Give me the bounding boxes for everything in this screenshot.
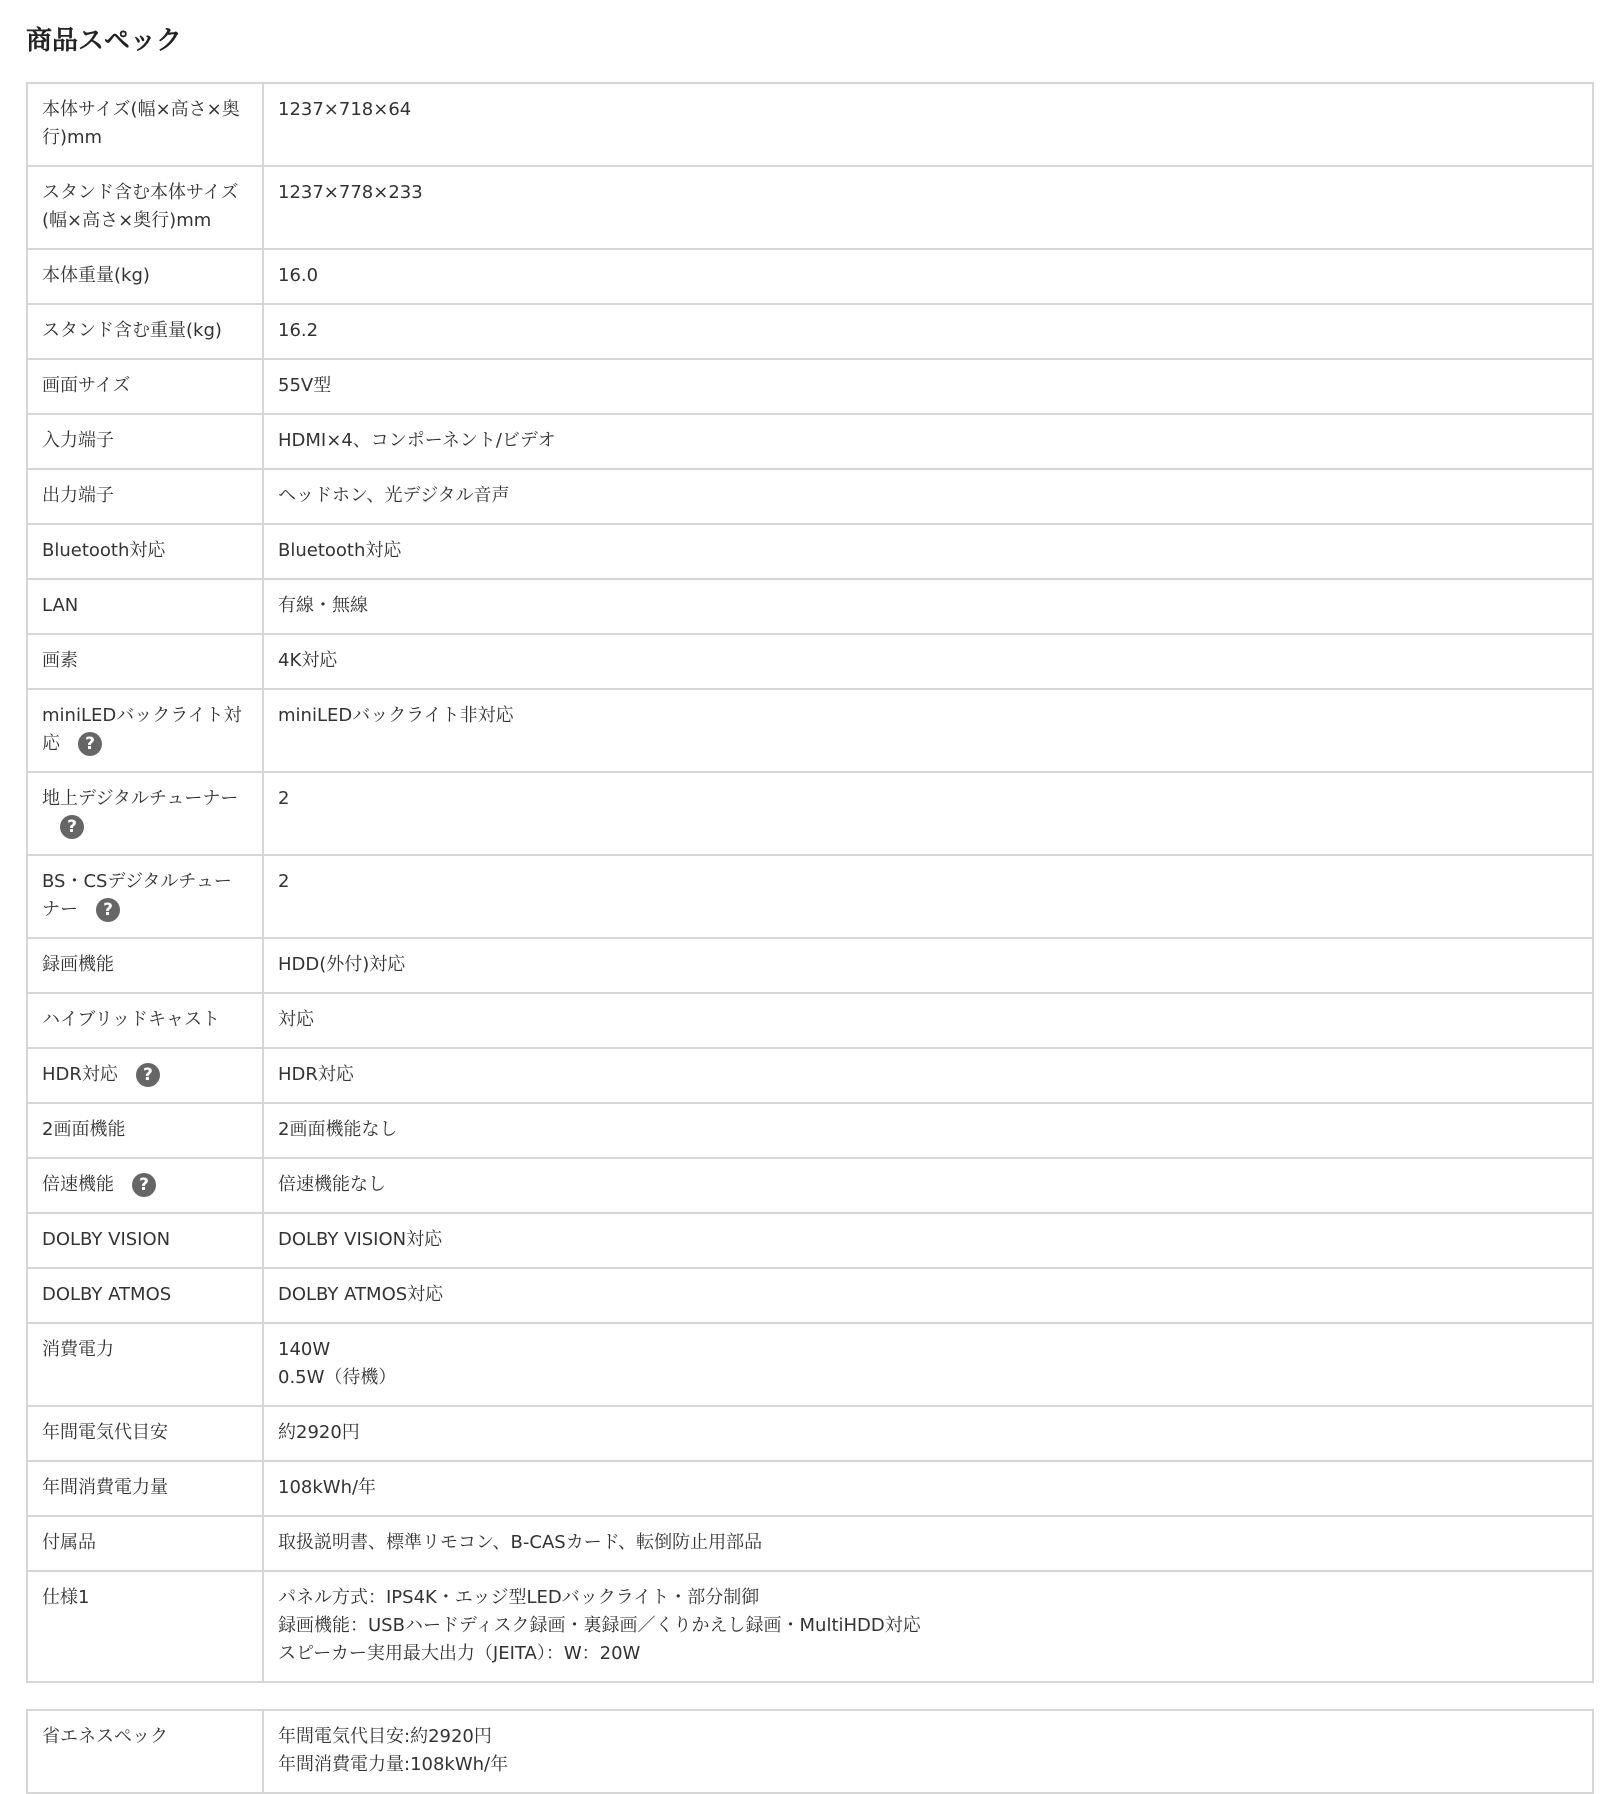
spec-value-cell (263, 855, 1593, 938)
spec-value: 録画機能：USBハードディスク録画・裏録画／くりかえし録画・MultiHDD対応 (278, 1615, 921, 1636)
spec-value: 2画面機能なし (278, 1119, 398, 1140)
help-icon[interactable]: ? (78, 732, 102, 756)
help-icon[interactable]: ? (96, 898, 120, 922)
spec-value: 1237×778×233 (278, 182, 423, 203)
spec-label: 本体サイズ(幅×高さ×奥行)mm (42, 99, 240, 148)
spec-value: 108kWh/年 (278, 1477, 377, 1498)
spec-value-cell (263, 1048, 1593, 1103)
spec-row (27, 579, 1593, 634)
spec-value: 55V型 (278, 375, 332, 396)
spec-label: 画面サイズ (42, 375, 131, 396)
eco-spec-value-line: 年間消費電力量:108kWh/年 (278, 1754, 509, 1775)
spec-label-cell (27, 1461, 263, 1516)
spec-label: 画素 (42, 650, 78, 671)
spec-value-cell (263, 1158, 1593, 1213)
spec-row (27, 359, 1593, 414)
spec-value-cell (263, 359, 1593, 414)
spec-value: miniLEDバックライト非対応 (278, 705, 514, 726)
spec-value: HDR対応 (278, 1064, 354, 1085)
spec-label: 倍速機能 (42, 1174, 114, 1195)
spec-value: 16.2 (278, 320, 319, 341)
spec-label-cell (27, 304, 263, 359)
eco-spec-label: 省エネスペック (27, 1710, 263, 1793)
spec-label: 本体重量(kg) (42, 265, 150, 286)
spec-value-cell (263, 83, 1593, 166)
spec-value: HDD(外付)対応 (278, 954, 406, 975)
spec-value-cell (263, 1461, 1593, 1516)
spec-row (27, 993, 1593, 1048)
spec-label: 仕様1 (42, 1587, 90, 1608)
spec-label-cell (27, 1103, 263, 1158)
spec-value-cell (263, 993, 1593, 1048)
spec-value: ヘッドホン、光デジタル音声 (278, 485, 510, 506)
spec-label-cell (27, 1268, 263, 1323)
spec-label: 付属品 (42, 1532, 96, 1553)
spec-value: HDMI×4、コンポーネント/ビデオ (278, 430, 556, 451)
spec-label-cell (27, 938, 263, 993)
spec-row (27, 1571, 1593, 1682)
spec-value: 2 (278, 788, 290, 809)
spec-row (27, 304, 1593, 359)
spec-value-cell (263, 304, 1593, 359)
spec-label-cell (27, 579, 263, 634)
spec-row (27, 249, 1593, 304)
eco-spec-row (27, 1710, 1593, 1793)
spec-label-cell (27, 772, 263, 855)
spec-row (27, 1461, 1593, 1516)
spec-row (27, 855, 1593, 938)
spec-value-cell (263, 249, 1593, 304)
spec-label-cell (27, 414, 263, 469)
spec-label: ハイブリッドキャスト (42, 1009, 221, 1030)
spec-value-cell (263, 689, 1593, 772)
spec-row (27, 414, 1593, 469)
spec-label: HDR対応 (42, 1064, 118, 1085)
spec-label: スタンド含む重量(kg) (42, 320, 222, 341)
spec-value-cell (263, 524, 1593, 579)
spec-label-cell (27, 993, 263, 1048)
spec-label-cell (27, 1213, 263, 1268)
spec-value: 140W (278, 1339, 331, 1360)
spec-row (27, 1213, 1593, 1268)
spec-label-cell (27, 249, 263, 304)
spec-label: LAN (42, 595, 79, 616)
eco-spec-value (263, 1710, 1593, 1793)
spec-value: 倍速機能なし (278, 1174, 386, 1195)
spec-label: 出力端子 (42, 485, 114, 506)
spec-label-cell (27, 634, 263, 689)
spec-label: 録画機能 (42, 954, 114, 975)
spec-value: DOLBY VISION対応 (278, 1229, 443, 1250)
spec-row (27, 524, 1593, 579)
page-title: 商品スペック (26, 26, 183, 56)
spec-value: 有線・無線 (278, 595, 368, 616)
spec-label-cell (27, 1571, 263, 1682)
eco-spec-value-line: 年間電気代目安:約2920円 (278, 1726, 492, 1747)
eco-spec-table (26, 1709, 1594, 1794)
spec-row (27, 1268, 1593, 1323)
table-gap (26, 1683, 1594, 1709)
spec-value-cell (263, 414, 1593, 469)
spec-value-cell (263, 1406, 1593, 1461)
spec-row (27, 1048, 1593, 1103)
spec-label: DOLBY VISION (42, 1229, 171, 1250)
spec-value: 対応 (278, 1009, 314, 1030)
spec-value-cell (263, 1268, 1593, 1323)
spec-label: 年間電気代目安 (42, 1422, 168, 1443)
spec-label: DOLBY ATMOS (42, 1284, 172, 1305)
spec-table-body (27, 83, 1593, 1682)
spec-label-cell (27, 689, 263, 772)
spec-label-cell (27, 83, 263, 166)
spec-label-cell (27, 359, 263, 414)
spec-value: 1237×718×64 (278, 99, 412, 120)
spec-row (27, 166, 1593, 249)
spec-row (27, 689, 1593, 772)
help-icon[interactable]: ? (132, 1173, 156, 1197)
spec-label-cell (27, 166, 263, 249)
spec-value: 2 (278, 871, 290, 892)
spec-label-cell (27, 1048, 263, 1103)
spec-label-cell (27, 1323, 263, 1406)
spec-label: 入力端子 (42, 430, 114, 451)
spec-value-cell (263, 938, 1593, 993)
spec-value: Bluetooth対応 (278, 540, 402, 561)
spec-value-cell (263, 1103, 1593, 1158)
spec-label-cell (27, 855, 263, 938)
spec-value-cell (263, 634, 1593, 689)
spec-value-cell (263, 1571, 1593, 1682)
spec-label-cell (27, 524, 263, 579)
spec-value-cell (263, 1213, 1593, 1268)
help-icon[interactable]: ? (60, 815, 84, 839)
spec-label: 消費電力 (42, 1339, 114, 1360)
spec-label-cell (27, 469, 263, 524)
spec-label: スタンド含む本体サイズ(幅×高さ×奥行)mm (42, 182, 239, 231)
spec-value-cell (263, 579, 1593, 634)
spec-value: パネル方式：IPS4K・エッジ型LEDバックライト・部分制御 (278, 1587, 760, 1608)
spec-row (27, 469, 1593, 524)
spec-label-cell (27, 1158, 263, 1213)
spec-value: 0.5W（待機） (278, 1367, 397, 1388)
spec-row (27, 634, 1593, 689)
spec-label: 地上デジタルチューナー (42, 788, 239, 809)
spec-label: 2画面機能 (42, 1119, 126, 1140)
spec-row (27, 772, 1593, 855)
spec-row (27, 1406, 1593, 1461)
spec-row (27, 1158, 1593, 1213)
spec-label: BS・CSデジタルチューナー (42, 871, 232, 920)
spec-row (27, 1103, 1593, 1158)
spec-label-cell (27, 1406, 263, 1461)
spec-value: 取扱説明書、標準リモコン、B-CASカード、転倒防止用部品 (278, 1532, 763, 1553)
spec-value: 4K対応 (278, 650, 338, 671)
spec-label: 年間消費電力量 (42, 1477, 168, 1498)
spec-label: Bluetooth対応 (42, 540, 166, 561)
spec-value: 16.0 (278, 265, 319, 286)
spec-value-cell (263, 1516, 1593, 1571)
spec-value-cell (263, 772, 1593, 855)
spec-label: miniLEDバックライト対応 (42, 705, 242, 754)
spec-row (27, 83, 1593, 166)
help-icon[interactable]: ? (136, 1063, 160, 1087)
spec-value: スピーカー実用最大出力（JEITA）：W：20W (278, 1643, 641, 1664)
spec-row (27, 1516, 1593, 1571)
spec-row (27, 938, 1593, 993)
spec-value-cell (263, 1323, 1593, 1406)
spec-label-cell (27, 1516, 263, 1571)
spec-table (26, 82, 1594, 1683)
spec-value: 約2920円 (278, 1422, 360, 1443)
spec-value-cell (263, 166, 1593, 249)
spec-value: DOLBY ATMOS対応 (278, 1284, 444, 1305)
spec-value-cell (263, 469, 1593, 524)
spec-row (27, 1323, 1593, 1406)
